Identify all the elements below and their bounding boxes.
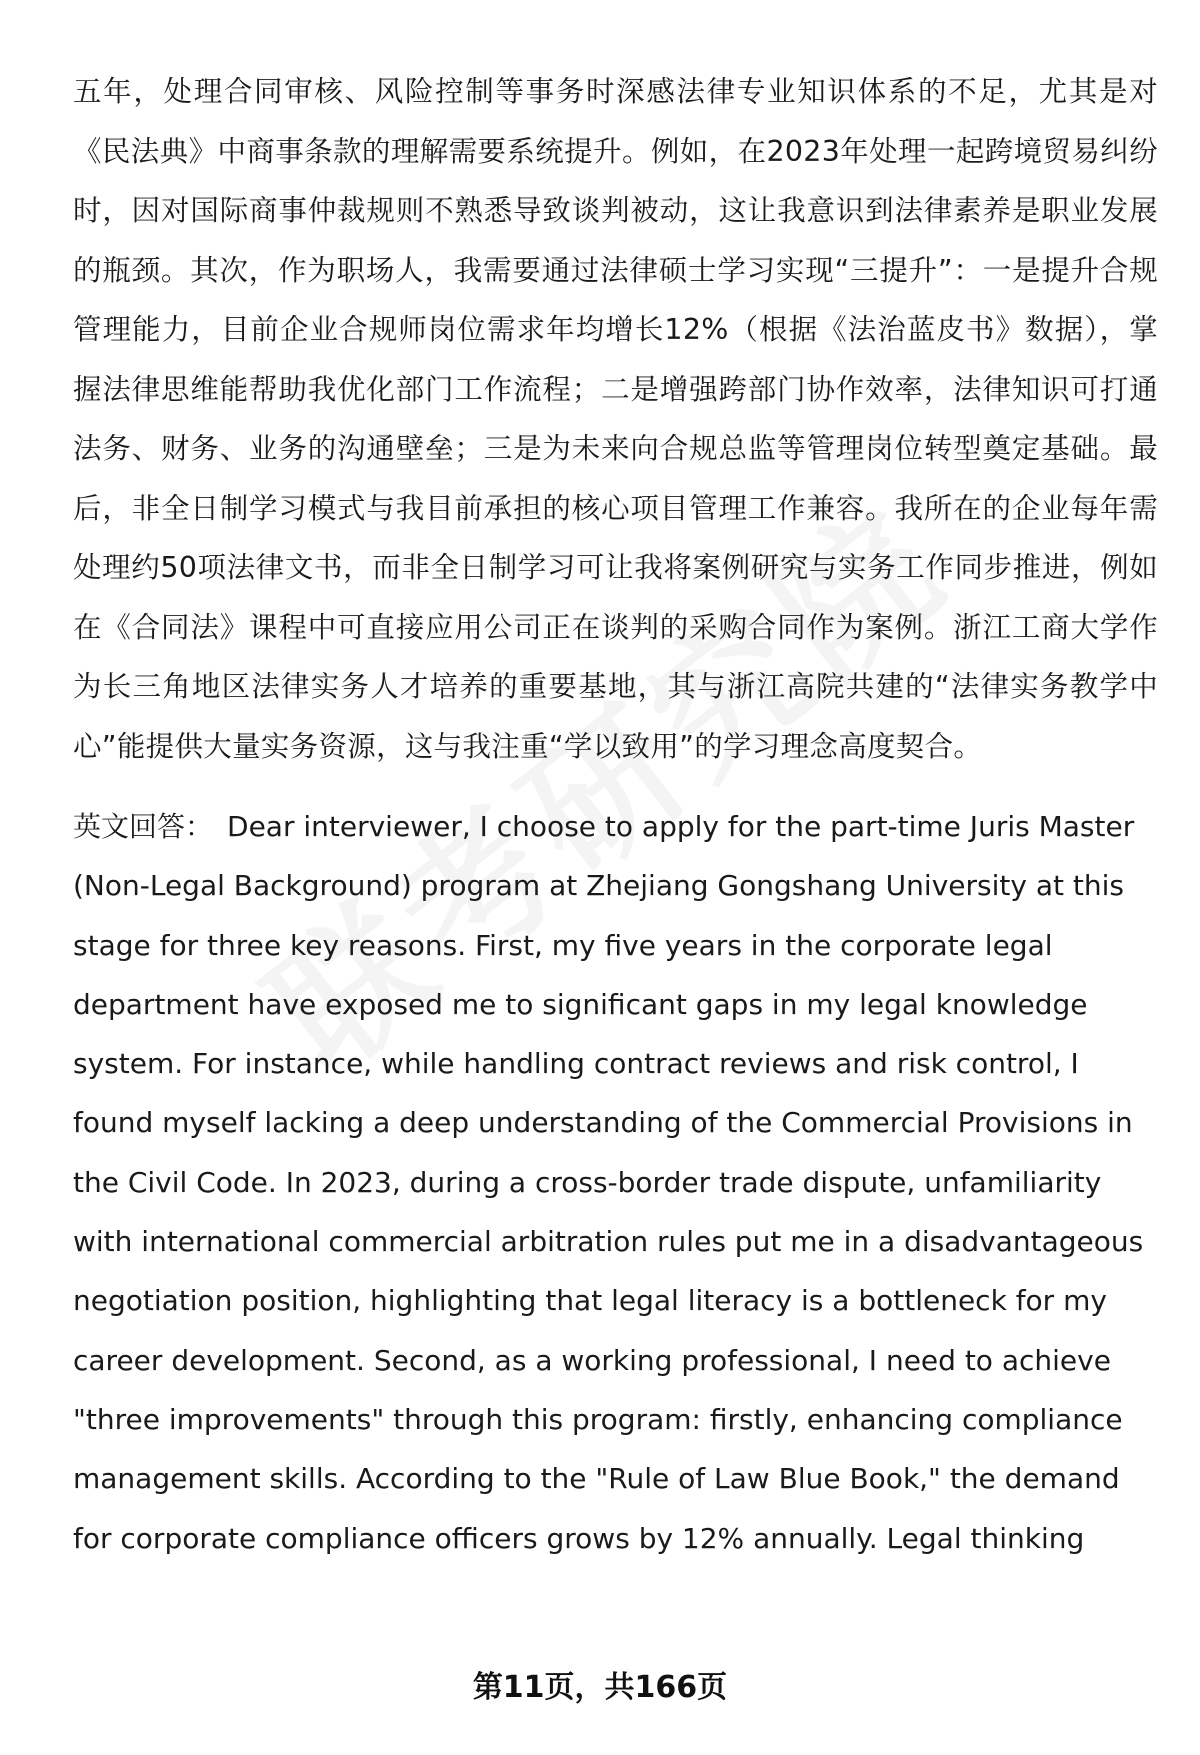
- english-answer-paragraph: [73, 797, 1158, 1568]
- page-number: 第11页，共166页: [472, 1670, 728, 1705]
- page-body: [73, 62, 1158, 1568]
- english-answer-label: 英文回答：: [73, 810, 214, 843]
- chinese-answer-paragraph: 五年，处理合同审核、风险控制等事务时深感法律专业知识体系的不足，尤其是对《民法典》中商事条款的理解需要系统提升。例如，在2023年处理一起跨境贸易纠纷时，因对国际商事仲裁规则不熟悉导致谈判被动，这让我意识到法律素养是职业发展的瓶颈。其次，作为职场人，我需要通过法律硕士学习实现“三提升”：一是提升合规管理能力，目前企业合规师岗位需求年均增长12%（根据《法治蓝皮书》数据），掌握法律思维能帮助我优化部门工作流程；二是增强跨部门协作效率，法律知识可打通法务、财务、业务的沟通壁垒；三是为未来向合规总监等管理岗位转型奠定基础。最后，非全日制学习模式与我目前承担的核心项目管理工作兼容。我所在的企业每年需处理约50项法律文书，而非全日制学习可让我将案例研究与实务工作同步推进，例如在《合同法》课程中可直接应用公司正在谈判的采购合同作为案例。浙江工商大学作为长三角地区法律实务人才培养的重要基地，其与浙江高院共建的“法律实务教学中心”能提供大量实务资源，这与我注重“学以致用”的学习理念高度契合。: [73, 75, 1158, 763]
- english-answer-text: Dear interviewer, I choose to apply for the part-time Juris Master (Non-Legal Background) program at Zhejiang Gongshang University at this stage for three key reasons. First, my five years in the corporate legal department have exposed me to significant gaps in my legal knowledge system. For instance, while handling contract reviews and risk control, I found myself lacking a deep understanding of the Commercial Provisions in the Civil Code. In 2023, during a cross-border trade dispute, unfamiliarity with international commercial arbitration rules put me in a disadvantageous negotiation position, highlighting that legal literacy is a bottleneck for my career development. Second, as a working professional, I need to achieve "three improvements" through this program: firstly, enhancing compliance management skills. According to the "Rule of Law Blue Book," the demand for corporate compliance officers grows by 12% annually. Legal thinking: [73, 810, 1144, 1555]
